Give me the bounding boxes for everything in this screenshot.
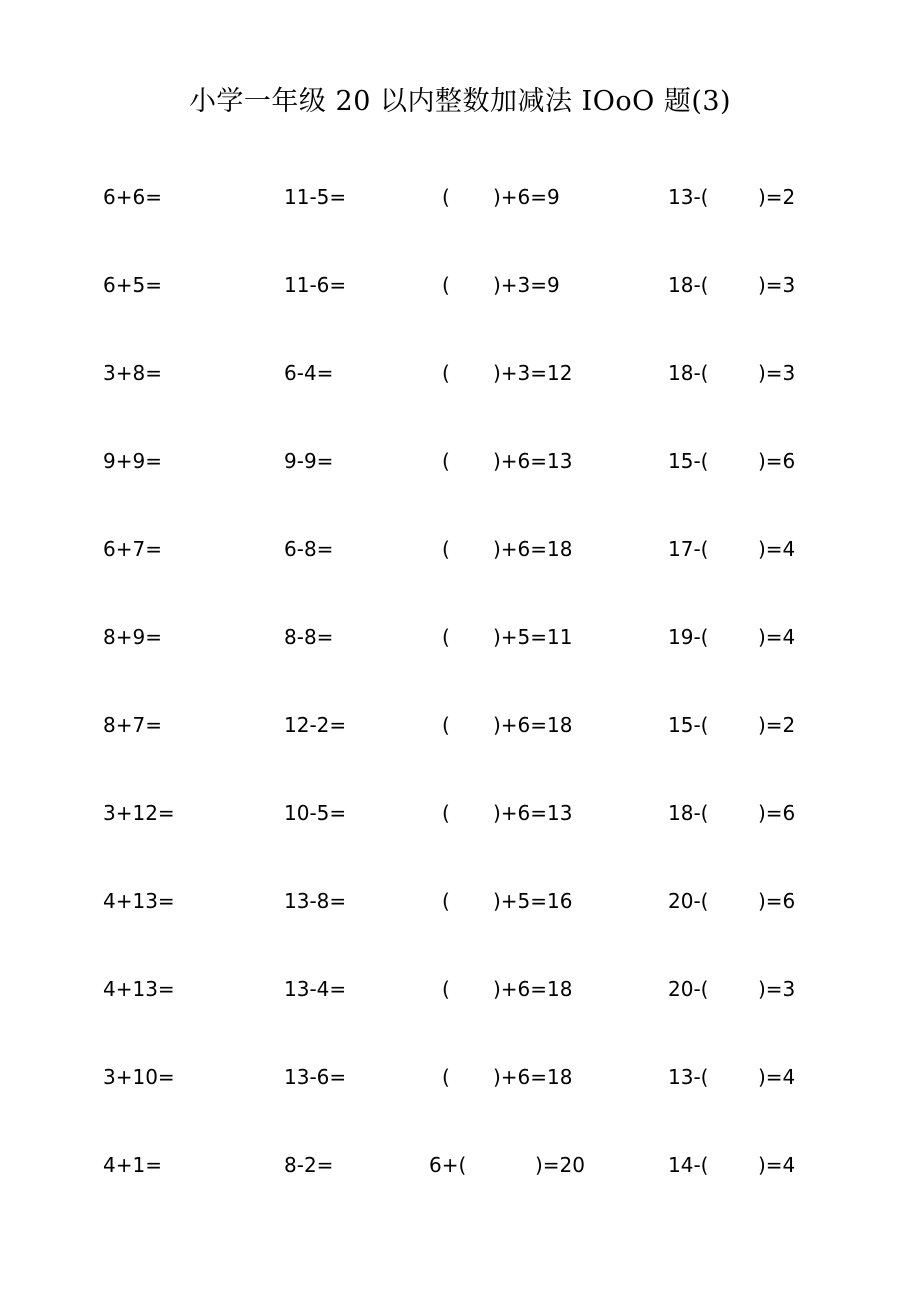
problem-addition: 6+5= bbox=[103, 273, 162, 297]
problem-subtraction: 13-8= bbox=[284, 889, 347, 913]
problem-subtraction: 13-4= bbox=[284, 977, 347, 1001]
missing-addend-open: ( bbox=[442, 801, 450, 825]
problem-subtraction: 12-2= bbox=[284, 713, 347, 737]
missing-subtrahend-open: 19-( bbox=[668, 625, 709, 649]
problem-row-8 bbox=[0, 798, 920, 828]
missing-subtrahend-open: 20-( bbox=[668, 977, 709, 1001]
problem-row-7 bbox=[0, 710, 920, 740]
problem-addition: 8+7= bbox=[103, 713, 162, 737]
missing-addend-open: ( bbox=[442, 449, 450, 473]
problem-subtraction: 8-2= bbox=[284, 1153, 334, 1177]
missing-subtrahend-open: 13-( bbox=[668, 185, 709, 209]
problem-row-4 bbox=[0, 446, 920, 476]
missing-addend-open: ( bbox=[442, 537, 450, 561]
worksheet-title: 小学一年级 20 以内整数加减法 IOoO 题(3) bbox=[188, 86, 732, 117]
problem-row-12 bbox=[0, 1150, 920, 1180]
missing-subtrahend-close: )=6 bbox=[758, 801, 796, 825]
missing-addend-close: )+6=18 bbox=[493, 713, 573, 737]
problem-subtraction: 6-4= bbox=[284, 361, 334, 385]
problem-row-10 bbox=[0, 974, 920, 1004]
problem-row-11 bbox=[0, 1062, 920, 1092]
missing-subtrahend-open: 15-( bbox=[668, 449, 709, 473]
missing-subtrahend-open: 14-( bbox=[668, 1153, 709, 1177]
missing-subtrahend-open: 18-( bbox=[668, 273, 709, 297]
missing-addend-close: )+6=9 bbox=[493, 185, 560, 209]
missing-addend-close: )+6=18 bbox=[493, 977, 573, 1001]
problem-addition: 4+1= bbox=[103, 1153, 162, 1177]
missing-subtrahend-close: )=4 bbox=[758, 1153, 796, 1177]
missing-addend-open: ( bbox=[442, 889, 450, 913]
missing-addend-open: ( bbox=[442, 625, 450, 649]
problem-subtraction: 6-8= bbox=[284, 537, 334, 561]
missing-subtrahend-close: )=4 bbox=[758, 1065, 796, 1089]
problem-addition: 8+9= bbox=[103, 625, 162, 649]
missing-addend-open: ( bbox=[442, 361, 450, 385]
missing-addend-close: )=20 bbox=[535, 1153, 586, 1177]
missing-subtrahend-open: 13-( bbox=[668, 1065, 709, 1089]
missing-subtrahend-open: 17-( bbox=[668, 537, 709, 561]
missing-subtrahend-close: )=4 bbox=[758, 625, 796, 649]
missing-subtrahend-close: )=4 bbox=[758, 537, 796, 561]
missing-subtrahend-open: 18-( bbox=[668, 801, 709, 825]
missing-addend-close: )+6=13 bbox=[493, 449, 573, 473]
problem-subtraction: 8-8= bbox=[284, 625, 334, 649]
problem-addition: 6+6= bbox=[103, 185, 162, 209]
missing-subtrahend-open: 15-( bbox=[668, 713, 709, 737]
problem-addition: 9+9= bbox=[103, 449, 162, 473]
missing-addend-close: )+3=12 bbox=[493, 361, 573, 385]
problem-row-2 bbox=[0, 270, 920, 300]
missing-addend-open: ( bbox=[442, 977, 450, 1001]
problem-row-6 bbox=[0, 622, 920, 652]
problem-row-9 bbox=[0, 886, 920, 916]
missing-subtrahend-close: )=3 bbox=[758, 977, 796, 1001]
problem-addition: 3+8= bbox=[103, 361, 162, 385]
problem-addition: 4+13= bbox=[103, 889, 175, 913]
problem-addition: 3+12= bbox=[103, 801, 175, 825]
missing-addend-close: )+6=13 bbox=[493, 801, 573, 825]
problem-subtraction: 11-6= bbox=[284, 273, 347, 297]
missing-subtrahend-close: )=2 bbox=[758, 185, 796, 209]
problem-subtraction: 11-5= bbox=[284, 185, 347, 209]
missing-addend-open: ( bbox=[442, 1065, 450, 1089]
missing-subtrahend-close: )=3 bbox=[758, 361, 796, 385]
missing-subtrahend-close: )=6 bbox=[758, 889, 796, 913]
missing-subtrahend-open: 20-( bbox=[668, 889, 709, 913]
missing-addend-close: )+6=18 bbox=[493, 537, 573, 561]
problem-addition: 4+13= bbox=[103, 977, 175, 1001]
missing-subtrahend-close: )=2 bbox=[758, 713, 796, 737]
missing-addend-open: ( bbox=[442, 713, 450, 737]
missing-addend-close: )+5=11 bbox=[493, 625, 573, 649]
problem-row-1 bbox=[0, 182, 920, 212]
problem-row-5 bbox=[0, 534, 920, 564]
missing-addend-open: ( bbox=[442, 273, 450, 297]
missing-subtrahend-close: )=6 bbox=[758, 449, 796, 473]
problem-addition: 6+7= bbox=[103, 537, 162, 561]
problem-row-3 bbox=[0, 358, 920, 388]
missing-subtrahend-open: 18-( bbox=[668, 361, 709, 385]
missing-addend-open: ( bbox=[442, 185, 450, 209]
missing-subtrahend-close: )=3 bbox=[758, 273, 796, 297]
problem-subtraction: 13-6= bbox=[284, 1065, 347, 1089]
problem-addition: 3+10= bbox=[103, 1065, 175, 1089]
problem-subtraction: 9-9= bbox=[284, 449, 334, 473]
missing-addend-close: )+3=9 bbox=[493, 273, 560, 297]
missing-addend-close: )+5=16 bbox=[493, 889, 573, 913]
missing-addend-close: )+6=18 bbox=[493, 1065, 573, 1089]
problem-subtraction: 10-5= bbox=[284, 801, 347, 825]
missing-addend-open: 6+( bbox=[429, 1153, 467, 1177]
